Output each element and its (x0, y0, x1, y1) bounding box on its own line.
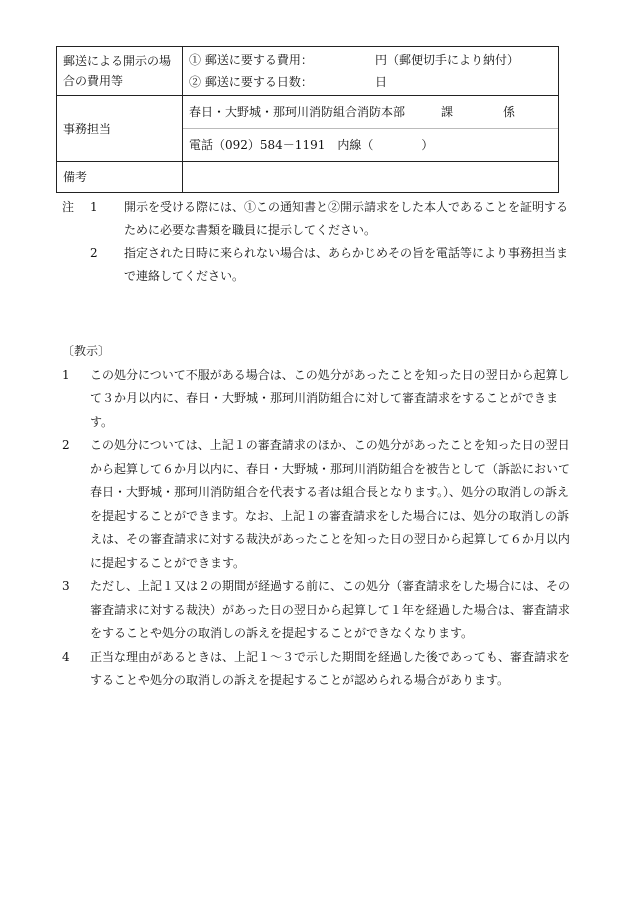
staff-row (57, 96, 559, 162)
remarks-row (57, 162, 559, 193)
note-number: 1 (90, 200, 98, 214)
mail-cost-unit: 円（郵便切手により納付） (375, 53, 520, 67)
mail-fee-row (57, 47, 559, 96)
staff-label: 事務担当 (57, 96, 183, 162)
staff-section: 課 (441, 105, 454, 119)
mail-fee-label-line1: 郵送による開示の場 (63, 54, 172, 68)
mail-fee-label-line2: 合の費用等 (63, 74, 124, 88)
staff-group: 係 (503, 105, 516, 119)
instructions-title: 〔教示〕 (62, 344, 111, 358)
staff-value (183, 96, 559, 162)
instruction-item (62, 646, 577, 693)
instruction-text: ただし、上記１又は２の期間が経過する前に、この処分（審査請求をした場合には、その審査請求に対する裁決）があった日の翌日から起算して１年を経過した場合は、審査請求をすることや処分の取消しの訴えを提起することができなくなります。 (90, 579, 571, 640)
instruction-text: この処分については、上記１の審査請求のほか、この処分があったことを知った日の翌日から起算して６か月以内に、春日・大野城・那珂川消防組合を被告として（訴訟において春日・大野城・那珂川消防組合を代表する者は組合長となります。）、処分の取消しの訴えを提起することができます。なお、上記１の審査請求をした場合には、処分の取消しの訴えは、その審査請求に対する裁決があったことを知った日の翌日から起算して６か月以内に提起することができます。 (90, 438, 571, 570)
note-item (62, 196, 572, 242)
mail-fee-label (57, 47, 183, 96)
instruction-number: 4 (62, 649, 70, 664)
note-prefix: 注 (62, 200, 75, 214)
instruction-number: 1 (62, 367, 70, 382)
mail-cost-label: ① 郵送に要する費用： (189, 53, 313, 67)
instruction-number: 3 (62, 579, 70, 593)
instruction-text: この処分について不服がある場合は、この処分があったことを知った日の翌日から起算して３か月以内に、春日・大野城・那珂川消防組合に対して審査請求をすることができます。 (90, 367, 570, 429)
note-text: 開示を受ける際には、①この通知書と②開示請求をした本人であることを証明するために必要な書類を職員に提示してください。 (124, 200, 569, 237)
staff-org-line (183, 96, 558, 129)
staff-org: 春日・大野城・那珂川消防組合消防本部 (189, 105, 406, 119)
note-item (62, 242, 572, 288)
mail-days-label: ② 郵送に要する日数： (189, 75, 313, 89)
instruction-item (62, 575, 577, 646)
remarks-value (183, 162, 559, 193)
note-number: 2 (90, 246, 98, 260)
mail-cost-line (189, 49, 552, 71)
remarks-label: 備考 (57, 162, 183, 193)
note-text: 指定された日時に来られない場合は、あらかじめその旨を電話等により事務担当まで連絡してください。 (124, 246, 569, 283)
staff-phone: 電話（092）584－1191 内線（ ） (189, 138, 434, 152)
instruction-number: 2 (62, 438, 70, 452)
mail-days-line (189, 71, 552, 93)
notes-section (62, 196, 572, 288)
instruction-item (62, 434, 577, 575)
instruction-item (62, 364, 577, 435)
disclosure-info-table (56, 46, 559, 193)
mail-days-unit: 日 (375, 75, 388, 89)
mail-fee-value (183, 47, 559, 96)
instructions-section (62, 340, 577, 693)
instruction-text: 正当な理由があるときは、上記１～３で示した期間を経過した後であっても、審査請求をすることや処分の取消しの訴えを提起することが認められる場合があります。 (90, 649, 570, 687)
